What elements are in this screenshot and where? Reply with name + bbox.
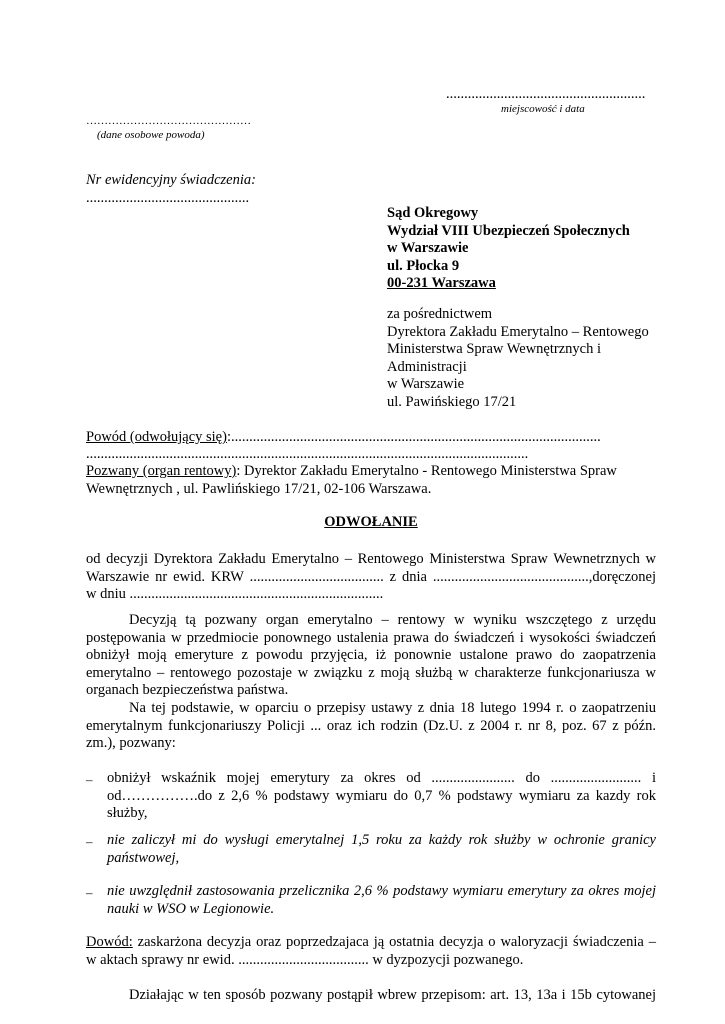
- addressee-line: Sąd Okregowy: [387, 205, 479, 221]
- list-item-line: obniżył wskaźnik mojej emerytury za okres od ....................... do ......................... i: [107, 770, 656, 786]
- list-item-line: państwowej,: [107, 849, 180, 866]
- addressee-via: [387, 306, 687, 412]
- plaintiff-label: Powód (odwołujący się): [86, 429, 227, 445]
- list-item-2: [107, 832, 656, 867]
- evidence-label: Dowód:: [86, 934, 133, 950]
- paragraph-1: [86, 612, 656, 700]
- list-item-line: nauki w WSO w Legionowie.: [107, 900, 275, 917]
- addressee-line: ul. Płocka 9: [387, 257, 460, 274]
- addressee-line: w Warszawie: [387, 240, 469, 257]
- list-item-line: służby,: [107, 805, 148, 822]
- paragraph-line: postępowania w przedmiocie ponownego ustalenia prawa do świadczeń i wysokości świadczeń: [86, 629, 656, 646]
- via-line: Ministerstwa Spraw Wewnętrznych i: [387, 341, 602, 358]
- list-dash: –: [86, 885, 93, 900]
- defendant-label: Pozwany (organ rentowy): [86, 463, 237, 479]
- evidence-line: [86, 934, 656, 952]
- via-line: w Warszawie: [387, 376, 465, 393]
- plaintiff-line: [86, 429, 601, 447]
- via-line: ul. Pawińskiego 17/21: [387, 393, 517, 410]
- defendant-text: : Dyrektor Zakładu Emerytalno - Rentowego Ministerstwa Spraw: [236, 463, 617, 479]
- addressee-court: [387, 205, 687, 293]
- personal-data-dots: ………………………………………: [86, 115, 251, 127]
- defendant-address: Wewnętrznych , ul. Pawlińskiego 17/21, 02-106 Warszawa.: [86, 481, 432, 497]
- defendant-line: [86, 463, 617, 481]
- place-date-dots: .......................................................: [446, 86, 646, 102]
- list-item-1: [107, 770, 656, 823]
- document-title: ODWOŁANIE: [324, 514, 418, 530]
- decision-line: Warszawie nr ewid. KRW ..................................... z dnia ...........................................,doręczonej: [86, 568, 656, 585]
- list-item-line: nie zaliczył mi do wysługi emerytalnej 1,5 roku za każdy rok służby w ochronie granicy: [107, 832, 656, 848]
- paragraph-line: emerytalno – rentowego pozostaje w związku z moją służbą w charakterze funkcjonariusza w: [86, 664, 656, 681]
- plaintiff-dots-2: ..........................................................................................................................: [86, 446, 529, 462]
- list-item-line: nie uwzględnił zastosowania przelicznika 2,6 % podstawy wymiaru emerytury za okres mojej: [107, 883, 656, 899]
- evidence-text: zaskarżona decyzja oraz poprzedzajaca ją ostatnia decyzja o waloryzacji świadczenia –: [132, 934, 656, 950]
- decision-line: od decyzji Dyrektora Zakładu Emerytalno – Rentowego Ministerstwa Spraw Wewnetrznych w: [86, 551, 656, 567]
- paragraph-line: emerytalnym funkcjonariuszy Policji ... oraz ich rodzin (Dz.U. z 2004 r. nr 8, poz. 67 z późn.: [86, 717, 656, 734]
- benefit-number-dots: .............................................: [86, 190, 250, 206]
- paragraph-line: organach bezpieczeństwa państwa.: [86, 682, 289, 699]
- plaintiff-dots: :......................................................................................................: [226, 429, 601, 445]
- paragraph-2: [86, 700, 656, 753]
- paragraph-line: zm.), pozwany:: [86, 735, 176, 752]
- list-dash: –: [86, 772, 93, 787]
- closing-paragraph: [86, 987, 656, 1005]
- closing-line: Działając w ten sposób pozwany postąpił wbrew przepisom: art. 13, 13a i 15b cytowanej: [129, 987, 656, 1003]
- via-line: Dyrektora Zakładu Emerytalno – Rentowego: [387, 323, 649, 340]
- decision-block: [86, 551, 656, 604]
- via-line: za pośrednictwem: [387, 306, 493, 322]
- benefit-number-label: Nr ewidencyjny świadczenia:: [86, 172, 256, 188]
- paragraph-line: obniżył moją emeryture z powodu przyjęcia, iż ponownie ustalone prawo do zaopatrzenia: [86, 647, 656, 664]
- addressee-line: Wydział VIII Ubezpieczeń Społecznych: [387, 222, 630, 239]
- list-item-3: [107, 883, 656, 918]
- evidence-line-2: w aktach sprawy nr ewid. .................................... w dyzpozycji pozwanego.: [86, 951, 524, 968]
- place-date-label: miejscowość i data: [501, 103, 585, 115]
- decision-line: w dniu ......................................................................: [86, 586, 384, 603]
- via-line: Administracji: [387, 358, 467, 375]
- addressee-postal: 00-231 Warszawa: [387, 275, 496, 292]
- list-dash: –: [86, 834, 93, 849]
- personal-data-label: (dane osobowe powoda): [97, 129, 205, 141]
- list-item-line: od…………….do z 2,6 % podstawy wymiaru do 0,7 % podstawy wymiaru za kazdy rok: [107, 787, 656, 804]
- paragraph-line: Na tej podstawie, w oparciu o przepisy ustawy z dnia 18 lutego 1994 r. o zaopatrzeniu: [129, 700, 656, 716]
- paragraph-line: Decyzją tą pozwany organ emerytalno – rentowy w wyniku wszczętego z urzędu: [129, 612, 656, 628]
- evidence-block: [86, 934, 656, 969]
